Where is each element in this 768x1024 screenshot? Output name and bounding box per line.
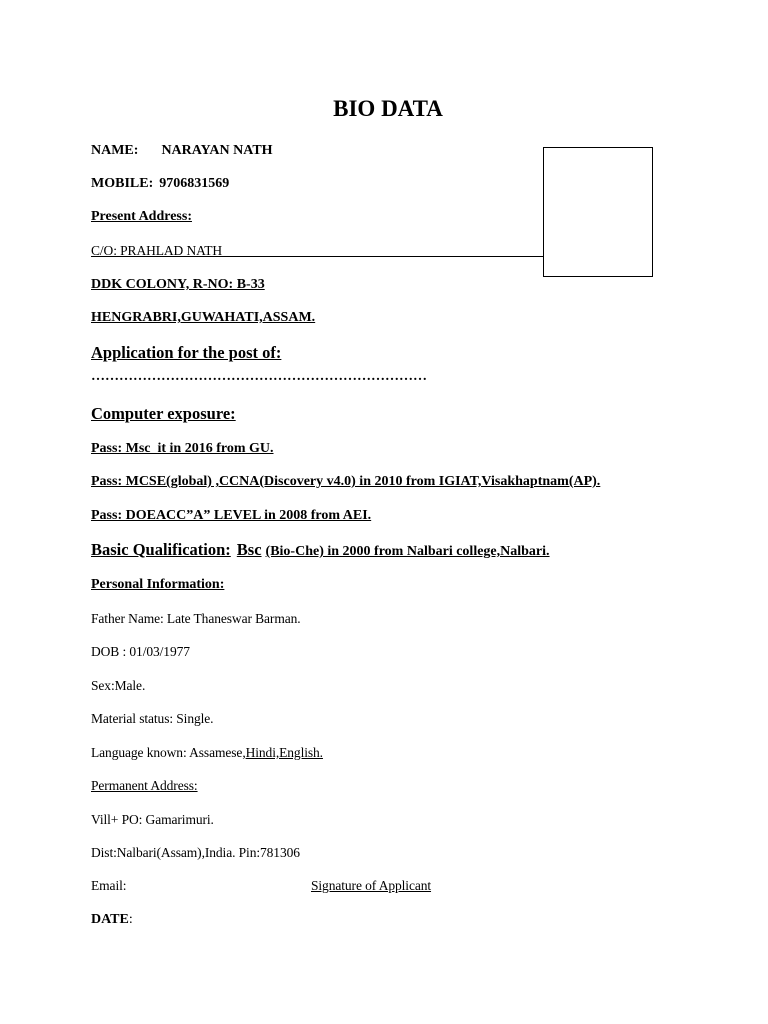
date-label: DATE	[91, 912, 129, 927]
address-line-3: HENGRABRI,GUWAHATI,ASSAM.	[91, 310, 316, 325]
application-label: Application for the post of:	[91, 343, 282, 362]
father-name: Father Name: Late Thaneswar Barman.	[91, 611, 301, 626]
present-address-label: Present Address:	[91, 209, 192, 224]
permanent-address-line-2: Dist:Nalbari(Assam),India. Pin:781306	[91, 845, 300, 860]
pass-mcse: Pass: MCSE(global) ,CCNA(Discovery v4.0) in 2010 from IGIAT,Visakhaptnam(AP).	[91, 474, 601, 489]
address-line-1: C/O: PRAHLAD NATH	[91, 243, 223, 258]
application-dots: ………………………………………………………………	[91, 369, 427, 384]
personal-info-label: Personal Information:	[91, 577, 225, 592]
language-known-row	[91, 745, 323, 761]
photo-box	[543, 147, 653, 277]
mobile-label: MOBILE:	[91, 176, 154, 191]
sex: Sex:Male.	[91, 678, 146, 693]
basic-qualification-label: Basic Qualification:	[91, 540, 231, 559]
signature-of-applicant: Signature of Applicant	[311, 878, 432, 893]
marital-status: Material status: Single.	[91, 711, 214, 726]
language-known-rest: Hindi,English.	[245, 745, 323, 760]
basic-qualification-degree: Bsc	[236, 540, 262, 559]
basic-qualification-row	[91, 541, 550, 560]
name-value: NARAYAN NATH	[161, 143, 273, 158]
email-label: Email:	[91, 878, 127, 893]
basic-qualification-details: (Bio-Che) in 2000 from Nalbari college,Nalbari.	[265, 544, 550, 559]
name-row	[91, 143, 273, 159]
permanent-address-line-1: Vill+ PO: Gamarimuri.	[91, 812, 214, 827]
name-label: NAME:	[91, 143, 139, 158]
document-title: BIO DATA	[333, 96, 443, 121]
address-line-2: DDK COLONY, R-NO: B-33	[91, 277, 265, 292]
address-underline	[91, 256, 543, 257]
date-row	[91, 912, 133, 928]
computer-exposure-label: Computer exposure:	[91, 404, 236, 423]
permanent-address-label: Permanent Address:	[91, 778, 198, 793]
pass-msc: Pass: Msc_it in 2016 from GU.	[91, 441, 274, 456]
mobile-value: 9706831569	[159, 176, 230, 191]
date-colon: :	[128, 912, 133, 927]
pass-doeacc: Pass: DOEACC”A” LEVEL in 2008 from AEI.	[91, 508, 372, 523]
mobile-row	[91, 176, 229, 192]
dob: DOB : 01/03/1977	[91, 644, 190, 659]
language-known-prefix: Language known: Assamese,	[91, 745, 246, 760]
